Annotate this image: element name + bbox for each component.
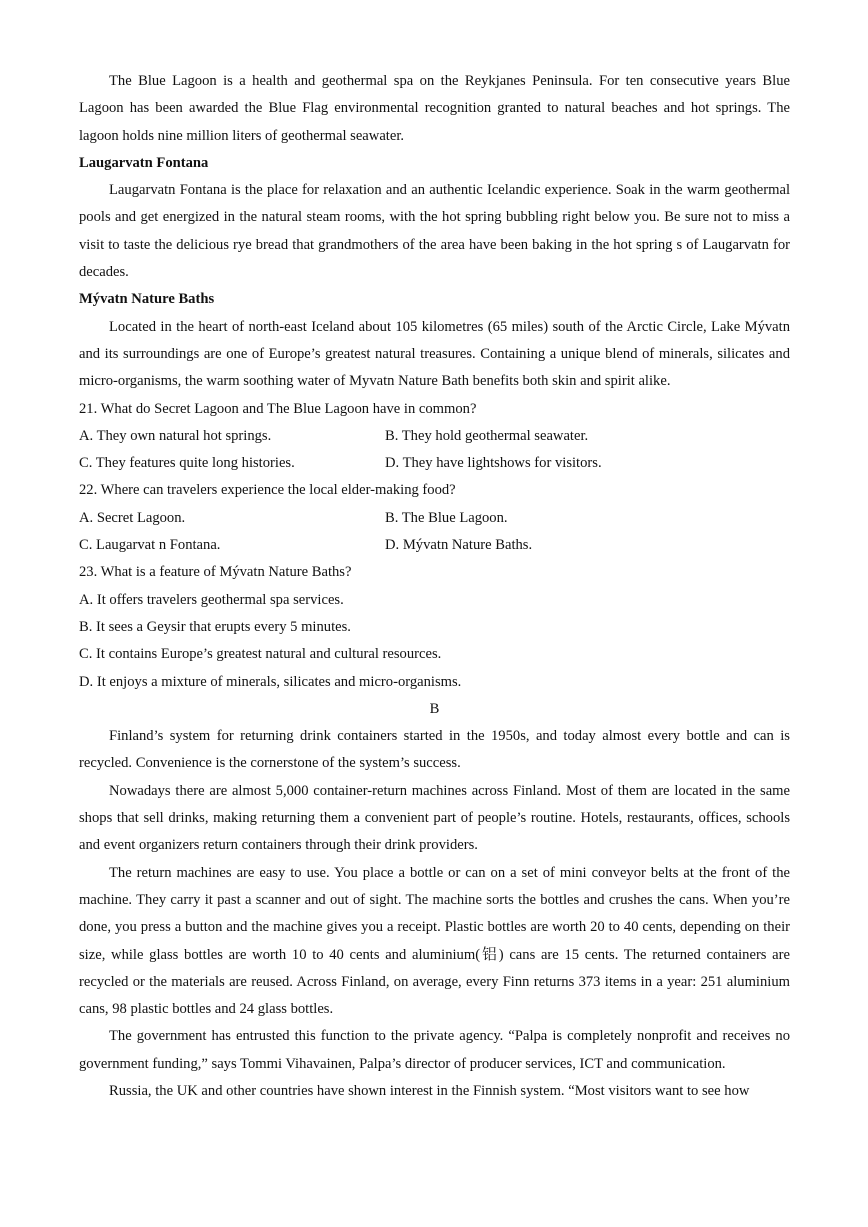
question-22: 22. Where can travelers experience the local elder-making food? — [79, 482, 456, 499]
section-b-paragraph-2: Nowadays there are almost 5,000 container-return machines across Finland. Most of them are located in the same shops that sell drinks, making returning them a convenient part of people’s routine. Hotels, restaurants, offices, schools and event organizers return containers through their drink providers. — [79, 782, 790, 854]
question-21: 21. What do Secret Lagoon and The Blue Lagoon have in common? — [79, 400, 477, 417]
document-page — [79, 68, 790, 1105]
section-b-paragraph-4: The government has entrusted this function to the private agency. “Palpa is completely nonprofit and receives no government funding,” says Tommi Vihavainen, Palpa’s director of producer services, ICT and communication. — [79, 1028, 790, 1072]
question-21-options-row-2 — [79, 450, 790, 477]
option-22-a: A. Secret Lagoon. — [79, 509, 186, 526]
section-b-paragraph-1: Finland’s system for returning drink containers started in the 1950s, and today almost every bottle and can is recycled. Convenience is the cornerstone of the system’s success. — [79, 728, 790, 772]
option-23-d: D. It enjoys a mixture of minerals, silicates and micro-organisms. — [79, 673, 462, 690]
option-22-d: D. Mývatn Nature Baths. — [385, 537, 533, 554]
option-21-b: B. They hold geothermal seawater. — [385, 427, 589, 444]
question-22-options-row-2 — [79, 532, 790, 559]
myvatn-heading: Mývatn Nature Baths — [79, 291, 215, 308]
laugarvatn-heading: Laugarvatn Fontana — [79, 154, 209, 171]
option-23-c: C. It contains Europe’s greatest natural and cultural resources. — [79, 646, 442, 663]
option-22-b: B. The Blue Lagoon. — [385, 509, 508, 526]
option-21-c: C. They features quite long histories. — [79, 455, 295, 472]
myvatn-paragraph: Located in the heart of north-east Iceland about 105 kilometres (65 miles) south of the Arctic Circle, Lake Mývatn and its surroundings are one of Europe’s greatest natural treasures. Containing a unique blend of minerals, silicates and micro-organisms, the warm soothing water of Myvatn Nature Bath benefits both skin and spirit alike. — [79, 318, 790, 390]
option-21-d: D. They have lightshows for visitors. — [385, 455, 602, 472]
section-b-paragraph-5: Russia, the UK and other countries have shown interest in the Finnish system. “Most visitors want to see how — [109, 1082, 750, 1099]
option-23-b: B. It sees a Geysir that erupts every 5 minutes. — [79, 618, 351, 635]
option-23-a: A. It offers travelers geothermal spa services. — [79, 591, 344, 608]
section-b-label: B — [429, 700, 440, 717]
laugarvatn-paragraph: Laugarvatn Fontana is the place for relaxation and an authentic Icelandic experience. Soak in the warm geothermal pools and get energized in the natural steam rooms, with the hot spring bubbling right below you. Be sure not to miss a visit to taste the delicious rye bread that grandmothers of the area have been baking in the hot spring s of Laugarvatn for decades. — [79, 182, 790, 281]
option-22-c: C. Laugarvat n Fontana. — [79, 537, 221, 554]
question-21-options-row-1 — [79, 423, 790, 450]
question-23: 23. What is a feature of Mývatn Nature Baths? — [79, 564, 352, 581]
section-b-paragraph-3: The return machines are easy to use. You place a bottle or can on a set of mini conveyor belts at the front of the machine. They carry it past a scanner and out of sight. The machine sorts the bottles and crushes the cans. When you’re done, you press a button and the machine gives you a receipt. Plastic bottles are worth 20 to 40 cents, depending on their size, while glass bottles are worth 10 to 40 cents and aluminium(铝) cans are 15 cents. The returned containers are recycled or the materials are reused. Across Finland, on average, every Finn returns 373 items in a year: 251 aluminium cans, 98 plastic bottles and 24 glass bottles. — [79, 864, 790, 1018]
blue-lagoon-paragraph: The Blue Lagoon is a health and geothermal spa on the Reykjanes Peninsula. For ten consecutive years Blue Lagoon has been awarded the Blue Flag environmental recognition granted to natural beaches and hot springs. The lagoon holds nine million liters of geothermal seawater. — [79, 73, 790, 144]
option-21-a: A. They own natural hot springs. — [79, 427, 272, 444]
question-22-options-row-1 — [79, 505, 790, 532]
